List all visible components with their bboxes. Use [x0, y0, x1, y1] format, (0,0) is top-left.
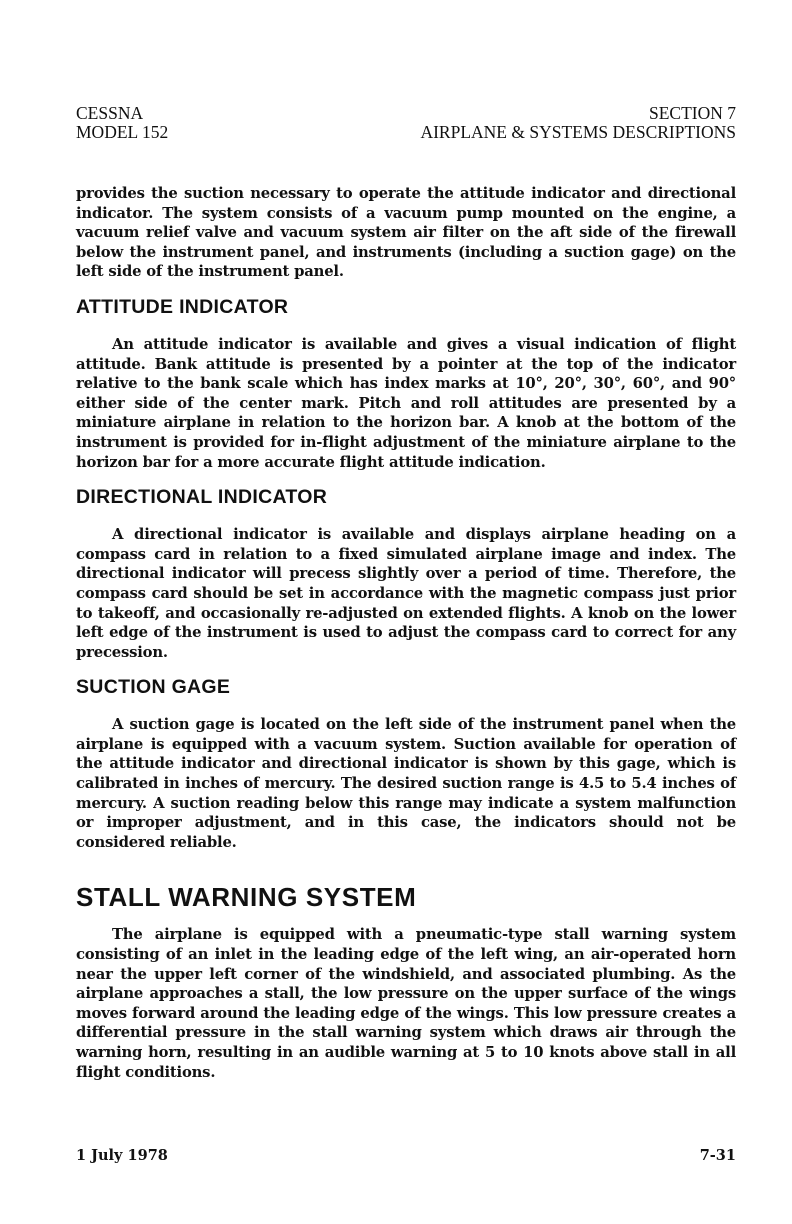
page-content [76, 104, 736, 1082]
page-number: 7-31 [699, 1147, 736, 1164]
header-right [420, 104, 736, 142]
attitude-indicator-paragraph: An attitude indicator is available and gives a visual indication of flight attitude. Bank attitude is presented by a pointer at the top of the indicator relative to the bank scale which has index marks at 10°, 20°, 30°, 60°, and 90° either side of the center mark. Pitch and roll attitudes are presented by a miniature airplane in relation to the horizon bar. A knob at the bottom of the instrument is provided for in-flight adjustment of the miniature airplane to the horizon bar for a more accurate flight attitude indication. [76, 335, 736, 471]
directional-indicator-paragraph: A directional indicator is available and displays airplane heading on a compass card in relation to a fixed simulated airplane image and index. The directional indicator will precess slightly over a period of time. Therefore, the compass card should be set in accordance with the magnetic compass just prior to takeoff, and occasionally re-adjusted on extended flights. A knob on the lower left edge of the instrument is used to adjust the compass card to correct for any precession. [76, 526, 736, 661]
page-footer [76, 1147, 736, 1164]
model-number: MODEL 152 [76, 122, 169, 142]
intro-paragraph: provides the suction necessary to operate the attitude indicator and directional indicator. The system consists of a vacuum pump mounted on the engine, a vacuum relief valve and vacuum system air filter on the aft side of the firewall below the instrument panel, and instruments (including a suction gage) on the left side of the instrument panel. [76, 185, 736, 281]
manufacturer-name: CESSNA [76, 103, 144, 123]
suction-gage-heading: SUCTION GAGE [76, 676, 231, 699]
section-number: SECTION 7 [648, 103, 736, 123]
directional-indicator-heading: DIRECTIONAL INDICATOR [76, 486, 328, 509]
header-left [76, 104, 168, 142]
stall-warning-paragraph: The airplane is equipped with a pneumatic-type stall warning system consisting of an inlet in the leading edge of the left wing, an air-operated horn near the upper left corner of the windshield, and associated plumbing. As the airplane approaches a stall, the low pressure on the upper surface of the wings moves forward around the leading edge of the wings. This low pressure creates a differential pressure in the stall warning system which draws air through the warning horn, resulting in an audible warning at 5 to 10 knots above stall in all flight conditions. [76, 926, 736, 1081]
attitude-indicator-heading: ATTITUDE INDICATOR [76, 295, 289, 318]
section-title: AIRPLANE & SYSTEMS DESCRIPTIONS [420, 122, 736, 142]
stall-warning-heading: STALL WARNING SYSTEM [76, 882, 417, 913]
page-header [76, 104, 736, 142]
revision-date: 1 July 1978 [76, 1147, 168, 1164]
suction-gage-paragraph: A suction gage is located on the left side of the instrument panel when the airplane is equipped with a vacuum system. Suction available for operation of the attitude indicator and directional indicator is shown by this gage, which is calibrated in inches of mercury. The desired suction range is 4.5 to 5.4 inches of mercury. A suction reading below this range may indicate a system malfunction or improper adjustment, and in this case, the indicators should not be considered reliable. [76, 716, 736, 851]
